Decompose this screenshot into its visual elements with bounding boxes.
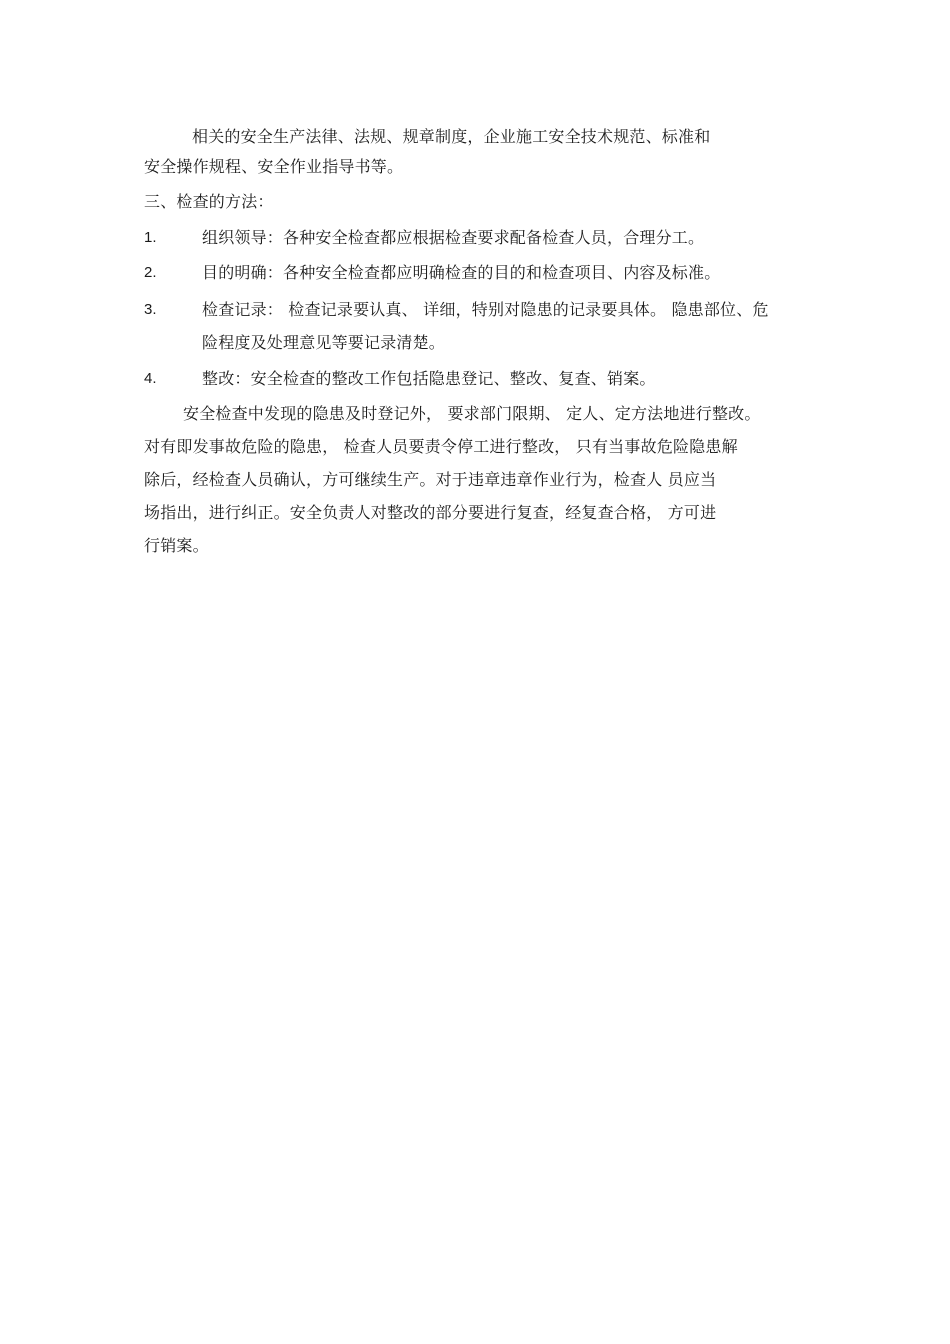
list-item-text-continued: 险程度及处理意见等要记录清楚。 — [202, 333, 446, 352]
paragraph-line: 除后，经检查人员确认，方可继续生产。对于违章违章作业行为，检查人 员应当 — [144, 470, 717, 489]
list-item-number: 2. — [144, 264, 157, 281]
paragraph-line: 安全检查中发现的隐患及时登记外， 要求部门限期、 定人、定方法地进行整改。 — [183, 404, 761, 423]
list-item-number: 3. — [144, 301, 157, 318]
list-item-text: 检查记录： 检查记录要认真、 详细，特别对隐患的记录要具体。 隐患部位、危 — [202, 300, 769, 319]
paragraph-line: 行销案。 — [144, 536, 209, 555]
list-item-text: 目的明确：各种安全检查都应明确检查的目的和检查项目、内容及标准。 — [202, 263, 721, 282]
intro-line-1: 相关的安全生产法律、法规、规章制度，企业施工安全技术规范、标准和 — [192, 127, 711, 146]
list-item-number: 4. — [144, 370, 157, 387]
paragraph-line: 对有即发事故危险的隐患， 检查人员要责令停工进行整改， 只有当事故危险隐患解 — [144, 437, 738, 456]
list-item-text: 组织领导：各种安全检查都应根据检查要求配备检查人员，合理分工。 — [202, 228, 705, 247]
paragraph-line: 场指出，进行纠正。安全负责人对整改的部分要进行复查，经复查合格， 方可进 — [144, 503, 717, 522]
list-item-text: 整改：安全检查的整改工作包括隐患登记、整改、复查、销案。 — [202, 369, 656, 388]
intro-line-2: 安全操作规程、安全作业指导书等。 — [144, 157, 404, 176]
list-item-number: 1. — [144, 229, 157, 246]
section-heading: 三、检查的方法： — [144, 192, 274, 211]
